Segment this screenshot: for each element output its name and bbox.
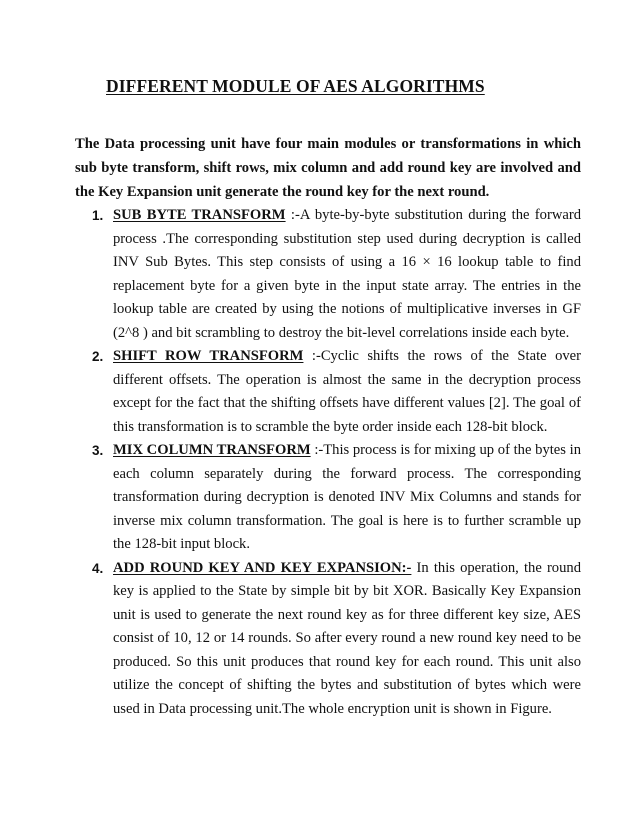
list-item-heading: SUB BYTE TRANSFORM	[113, 207, 286, 223]
list-item-mix-column-transform	[75, 439, 581, 557]
list-item-add-round-key	[75, 557, 581, 722]
list-item-heading: SHIFT ROW TRANSFORM	[113, 348, 304, 364]
list-item-number: 1.	[92, 208, 104, 223]
list-item-text: :-This process is for mixing up of the bytes in each column separately during the forward process. The corresponding transformation during decryption is denoted INV Mix Columns and stands for inverse mix column transformation. The goal is here is to further scramble up the 128-bit input block.	[113, 442, 581, 552]
list-item-text: In this operation, the round key is applied to the State by simple bit by bit XOR. Basically Key Expansion unit is used to generate the next round key as for three different key size, AES consist of 10, 12 or 14 rounds. So after every round a new round key need to be produced. So this unit produces that round key for each round. This unit also utilize the concept of shifting the bytes and substitution of bytes which were used in Data processing unit.The whole encryption unit is shown in Figure.	[113, 559, 581, 717]
module-list	[75, 204, 581, 721]
list-item-number: 4.	[92, 560, 104, 576]
list-item-number: 3.	[92, 443, 104, 458]
list-item-shift-row-transform	[75, 345, 581, 439]
list-item-heading: ADD ROUND KEY AND KEY EXPANSION:-	[113, 559, 412, 576]
list-item-text: :-Cyclic shifts the rows of the State over different offsets. The operation is almost the same in the decryption process except for the fact that the shifting offsets have different values [2]. The goal of this transformation is to scramble the byte order inside each 128-bit block.	[113, 348, 582, 435]
intro-paragraph: The Data processing unit have four main modules or transformations in which sub byte transform, shift rows, mix column and add round key are involved and the Key Expansion unit generate the round key for the next round.	[75, 136, 581, 200]
document-title: DIFFERENT MODULE OF AES ALGORITHMS	[106, 76, 485, 96]
list-item-heading: MIX COLUMN TRANSFORM	[113, 442, 311, 458]
list-item-text: :-A byte-by-byte substitution during the forward process .The corresponding substitution step used during decryption is called INV Sub Bytes. This step consists of using a 16 × 16 lookup table to find replacement byte for a given byte in the input state array. The entries in the lookup table are created by using the notions of multiplicative inverses in GF (2^8 ) and bit scrambling to destroy the bit-level correlations inside each byte.	[113, 207, 581, 341]
list-item-number: 2.	[92, 349, 104, 364]
list-item-sub-byte-transform	[75, 204, 581, 345]
